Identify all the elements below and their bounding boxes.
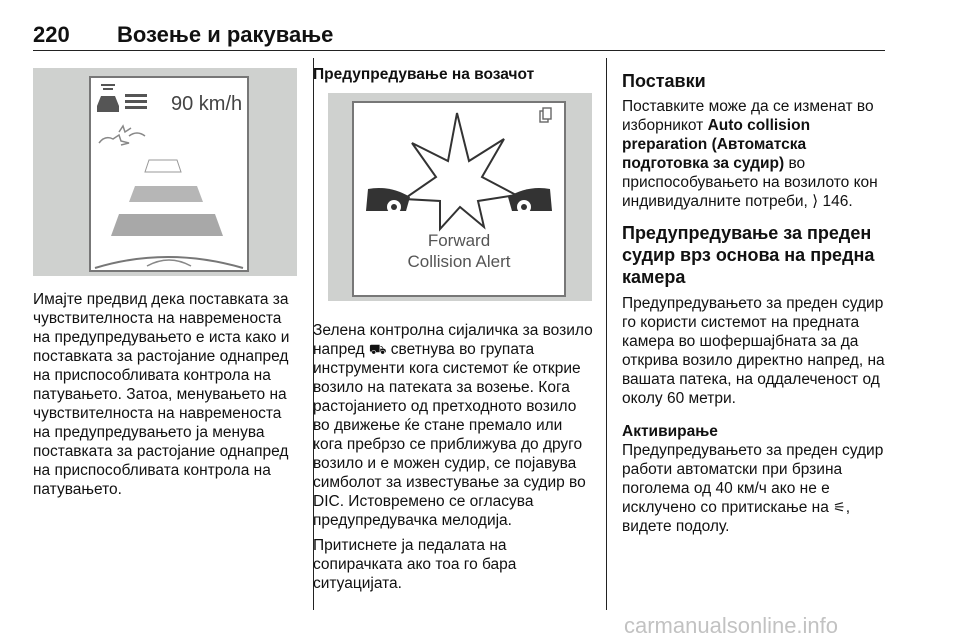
page-ref-arrow-icon: ⟩ xyxy=(812,193,819,210)
dic-panel xyxy=(89,76,249,272)
speed-readout: 90 km/h xyxy=(171,93,243,115)
steering-arc xyxy=(147,260,191,266)
settings-text-1: Поставките може да се изменат во изборникот xyxy=(622,98,874,134)
collision-star-icon xyxy=(404,113,516,229)
lane-bar-2 xyxy=(129,186,203,202)
heading-camera-fcw: Предупредување за преден судир врз основа на предна камера xyxy=(622,223,875,287)
left-car-icon xyxy=(366,188,410,214)
paragraph-alert-part2: светнува во групата инструменти кога системот ќе открие возило на патеката за возење. Кога растојанието од претходното возило во движење ќе стане премало или кога пребрзо се приближува до друго возило и е можен судир, се појавува симболот за известување за судир во DIC. Истовремено се огласува предупредувачка мелодија. xyxy=(313,341,586,529)
paragraph-brake: Притиснете ја педалата на сопирачката ако тоа го бара ситуацијата. xyxy=(313,537,517,592)
paragraph-activation xyxy=(622,441,888,536)
figure-dic-display xyxy=(33,68,297,276)
column3-text xyxy=(622,70,888,536)
paragraph-alert xyxy=(313,321,595,530)
subheading-driver-warning: Предупредување на возачот xyxy=(313,66,535,83)
settings-text-2: во приспособувањето на возилото кон индивидуалните потреби, xyxy=(622,155,878,210)
figure-forward-collision-alert xyxy=(328,93,592,301)
heading-activation: Активирање xyxy=(622,423,718,440)
collision-alert-icon xyxy=(99,126,145,145)
alert-label-line1: Forward xyxy=(427,231,491,250)
fcw-button-icon: ⚟ xyxy=(833,499,846,515)
column-divider xyxy=(606,58,607,610)
car-front-icon: ⛟ xyxy=(368,341,387,357)
lane-bar-1 xyxy=(145,160,181,172)
body-paragraph: Имајте предвид дека поставката за чувствителноста на навременоста на предупредувањето е иста како и поставката за растојание однапред на приспособливата контрола на патувањето. Затоа, менувањето на чувствителноста на навременоста на предупредувањето ја менува поставката за растојание однапред на приспособливата контрола на патувањето. xyxy=(33,291,290,498)
distance-bars-icon xyxy=(125,94,147,109)
page-reference[interactable]: 146. xyxy=(822,193,853,210)
paragraph-settings xyxy=(622,97,888,211)
section-title: Возење и ракување xyxy=(117,22,334,47)
paragraph-alert-part1: Зелена контролна сијаличка за возило напред xyxy=(313,322,593,358)
activation-text-2: , видете подолу. xyxy=(622,499,851,535)
column2-text xyxy=(313,321,595,593)
paragraph-camera-fcw: Предупредувањето за преден судир го користи системот на предната камера во шофершајбната за да открива возило директно напред, на вашата патека, на оддалеченост од околу 60 метри. xyxy=(622,295,885,407)
page-header xyxy=(33,20,885,51)
lane-bar-3 xyxy=(111,214,223,236)
watermark: carmanualsonline.info xyxy=(624,613,839,638)
page-number: 220 xyxy=(33,22,70,47)
heading-settings: Поставки xyxy=(622,71,706,91)
page-icon xyxy=(540,108,551,122)
activation-text-1: Предупредувањето за преден судир работи автоматски при брзина поголема од 40 км/ч ако не е исклучено со притискање на xyxy=(622,442,884,516)
menu-option-name: Auto collision preparation (Автоматска подготовка за судир) xyxy=(622,117,811,172)
dashboard-arc xyxy=(95,257,243,268)
car-sensor-icon xyxy=(97,84,119,112)
right-car-icon xyxy=(508,188,552,214)
alert-panel xyxy=(352,101,566,297)
alert-label-line2: Collision Alert xyxy=(407,252,511,271)
